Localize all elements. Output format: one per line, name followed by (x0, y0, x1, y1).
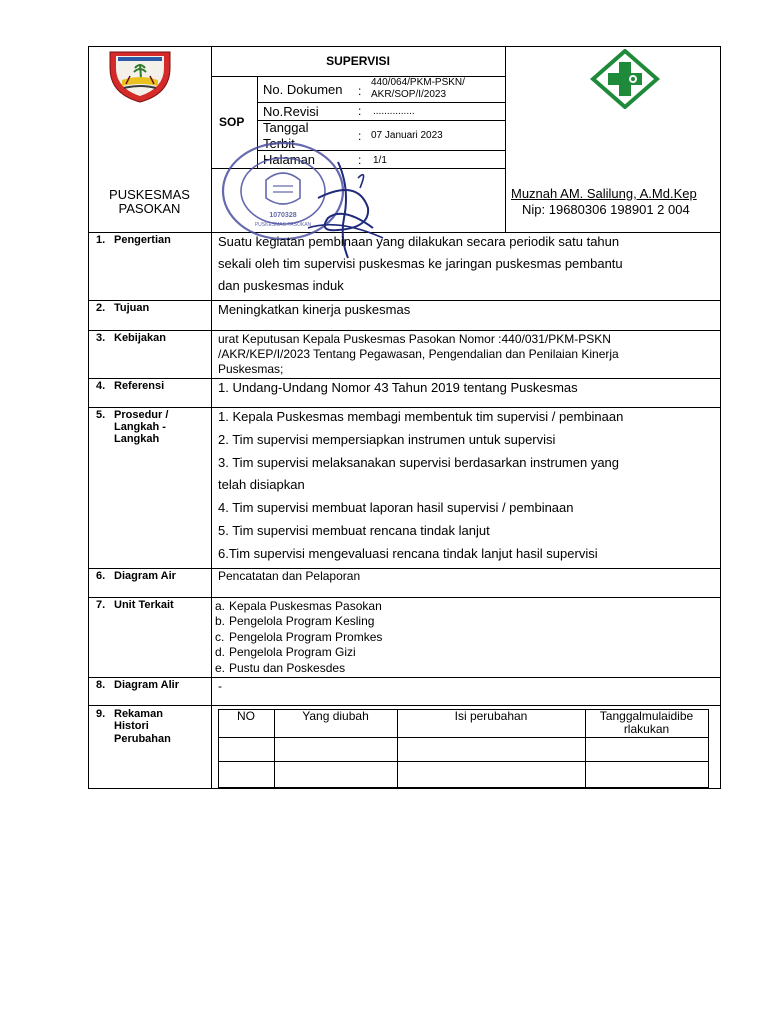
unit-text: Pengelola Program Kesling (229, 614, 375, 628)
puskesmas-logo (590, 49, 660, 109)
unit-item (215, 614, 374, 628)
prosedur-step: 6.Tim supervisi mengevaluasi rencana tindak lanjut hasil supervisi (218, 546, 598, 561)
section-label (96, 234, 171, 246)
tanggal-terbit-colon: : (358, 129, 362, 143)
section-number: 5. (96, 409, 106, 421)
no-dokumen-value-line1: 440/064/PKM-PSKN/ (371, 77, 465, 88)
prosedur-step: 4. Tim supervisi membuat laporan hasil supervisi / pembinaan (218, 500, 574, 515)
diagram-alir-text: - (218, 679, 222, 693)
table-header-tanggal-line2: rlakukan (623, 722, 670, 736)
kebijakan-line: /AKR/KEP/I/2023 Tentang Pegawasan, Pengendalian dan Penilaian Kinerja (218, 347, 619, 361)
section-title: Referensi (114, 380, 165, 392)
section-number: 7. (96, 599, 106, 611)
prosedur-step: 2. Tim supervisi mempersiapkan instrumen untuk supervisi (218, 432, 556, 447)
document-title: SUPERVISI (326, 54, 390, 68)
tanggal-terbit-value: 07 Januari 2023 (371, 130, 443, 141)
unit-marker: c. (215, 630, 225, 644)
unit-item (215, 645, 356, 659)
signature (298, 158, 388, 268)
section-title: Rekaman (114, 708, 163, 720)
unit-marker: e. (215, 661, 226, 675)
stamp-bottom-text: PUSKESMAS PASOKAN (254, 222, 312, 228)
table-header-isi-perubahan: Isi perubahan (454, 709, 528, 723)
prosedur-step: 5. Tim supervisi membuat rencana tindak lanjut (218, 523, 490, 538)
no-dokumen-label: No. Dokumen (263, 82, 343, 97)
table-header-no: NO (237, 709, 255, 723)
referensi-text: 1. Undang-Undang Nomor 43 Tahun 2019 tentang Puskesmas (218, 380, 578, 395)
halaman-label: Halaman (263, 152, 316, 167)
pengertian-line: sekali oleh tim supervisi puskesmas ke jaringan puskesmas pembantu (218, 256, 623, 271)
unit-marker: a. (215, 599, 226, 613)
section-title: Histori (114, 720, 149, 732)
prosedur-step: telah disiapkan (218, 477, 305, 492)
kebijakan-line: Puskesmas; (218, 362, 284, 376)
section-title: Diagram Air (114, 570, 176, 582)
section-label (96, 570, 176, 582)
no-dokumen-value-line2: AKR/SOP/I/2023 (371, 89, 447, 100)
sop-label: SOP (219, 115, 245, 129)
section-label (96, 599, 174, 611)
unit-text: Pengelola Program Promkes (229, 630, 383, 644)
stamp-number: 1070328 (269, 212, 297, 219)
prosedur-step: 3. Tim supervisi melaksanakan supervisi berdasarkan instrumen yang (218, 455, 620, 470)
section-label (96, 679, 179, 691)
section-title: Perubahan (114, 733, 171, 745)
pengertian-line: dan puskesmas induk (218, 278, 344, 293)
section-label (96, 302, 149, 314)
section-number: 1. (96, 234, 106, 246)
table-header-tanggal: Tanggalmulaidibe (599, 709, 694, 723)
table-header-yang-diubah: Yang diubah (302, 709, 369, 723)
section-title: Pengertian (114, 234, 171, 246)
unit-text: Pengelola Program Gizi (229, 645, 356, 659)
unit-item (215, 661, 345, 675)
facility-name-line1: PUSKESMAS (109, 187, 190, 202)
section-number: 8. (96, 679, 106, 691)
signatory-name: Muznah AM. Salilung, A.Md.Kep (511, 186, 697, 201)
section-label (96, 380, 164, 392)
section-label (96, 409, 168, 421)
unit-text: Kepala Puskesmas Pasokan (229, 599, 382, 613)
unit-item (215, 599, 382, 613)
unit-item (215, 630, 382, 644)
signatory-nip: Nip: 19680306 198901 2 004 (522, 202, 690, 217)
section-title: Langkah - (114, 421, 166, 433)
no-revisi-value: ............... (373, 106, 415, 117)
prosedur-step: 1. Kepala Puskesmas membagi membentuk tim supervisi / pembinaan (218, 409, 624, 424)
unit-marker: d. (215, 645, 226, 659)
unit-marker: b. (215, 614, 226, 628)
section-title: Unit Terkait (114, 599, 174, 611)
halaman-colon: : (358, 153, 362, 167)
section-title: Tujuan (114, 302, 150, 314)
tujuan-text: Meningkatkan kinerja puskesmas (218, 302, 411, 317)
diagram-air-text: Pencatatan dan Pelaporan (218, 569, 361, 583)
section-number: 4. (96, 380, 106, 392)
regional-logo (104, 48, 176, 104)
section-title: Kebijakan (114, 332, 166, 344)
no-dokumen-colon: : (358, 84, 362, 98)
tanggal-terbit-label-line1: Tanggal (263, 120, 309, 135)
facility-name-line2: PASOKAN (118, 201, 181, 216)
section-label (96, 708, 163, 720)
section-number: 2. (96, 302, 106, 314)
no-revisi-label: No.Revisi (263, 104, 319, 119)
unit-text: Pustu dan Poskesdes (229, 661, 346, 675)
no-revisi-colon: : (358, 104, 362, 118)
kebijakan-line: urat Keputusan Kepala Puskesmas Pasokan Nomor :440/031/PKM-PSKN (218, 332, 611, 346)
section-title: Prosedur / (114, 409, 169, 421)
section-number: 6. (96, 570, 106, 582)
section-label (96, 332, 166, 344)
section-number: 9. (96, 708, 106, 720)
section-title: Langkah (114, 433, 160, 445)
tanggal-terbit-label-line2: Terbit (263, 136, 295, 151)
pengertian-line: Suatu kegiatan pembinaan yang dilakukan secara periodik satu tahun (218, 234, 620, 249)
section-title: Diagram Alir (114, 679, 180, 691)
section-number: 3. (96, 332, 106, 344)
halaman-value: 1/1 (373, 155, 387, 166)
